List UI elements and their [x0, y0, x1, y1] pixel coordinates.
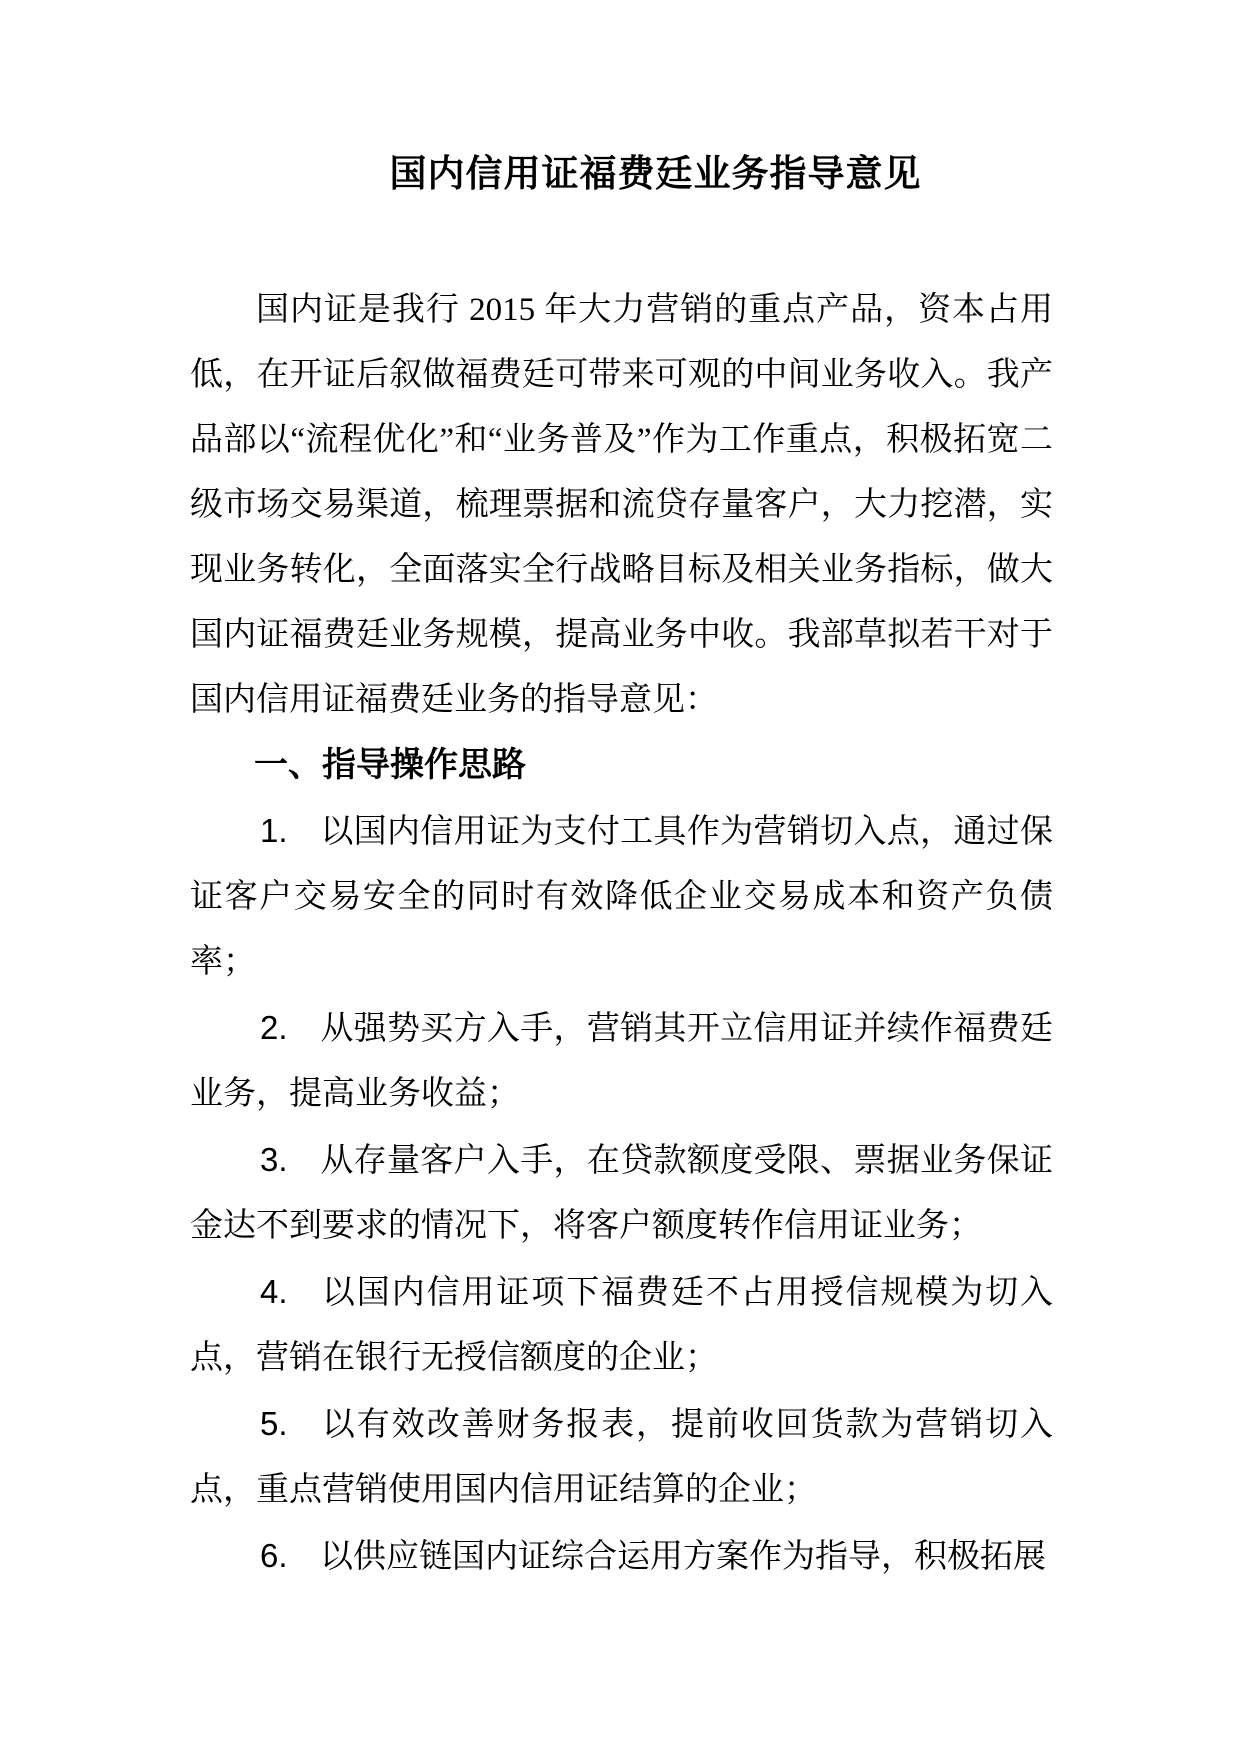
list-item-number: 6.	[260, 1537, 288, 1574]
list-item-text: 从存量客户入手，在贷款额度受限、票据业务保证金达不到要求的情况下，将客户额度转作信用证业务；	[190, 1143, 1053, 1244]
document-title: 国内信用证福费廷业务指导意见	[389, 154, 922, 195]
section-heading: 一、指导操作思路	[254, 746, 526, 784]
list-item-number: 4.	[260, 1273, 288, 1310]
list-item-text: 以国内信用证项下福费廷不占用授信规模为切入点，营销在银行无授信额度的企业；	[190, 1275, 1053, 1376]
list-item-number: 3.	[260, 1141, 288, 1178]
list-item	[190, 1259, 1053, 1391]
list-item-text: 以国内信用证为支付工具作为营销切入点，通过保证客户交易安全的同时有效降低企业交易成本和资产负债率；	[190, 814, 1053, 980]
list-item	[190, 1127, 1053, 1259]
list-item-number: 5.	[260, 1405, 288, 1442]
list-item-text: 从强势买方入手，营销其开立信用证并续作福费廷业务，提高业务收益；	[190, 1011, 1053, 1112]
list-item-number: 2.	[260, 1009, 288, 1046]
list-item-text: 以有效改善财务报表，提前收回货款为营销切入点，重点营销使用国内信用证结算的企业；	[190, 1407, 1053, 1508]
list-item	[190, 995, 1053, 1127]
list-item	[190, 1391, 1053, 1523]
list-item	[190, 798, 1053, 995]
list-item	[190, 1523, 1053, 1590]
intro-paragraph: 国内证是我行 2015 年大力营销的重点产品，资本占用低，在开证后叙做福费廷可带来可观的中间业务收入。我产品部以“流程优化”和“业务普及”作为工作重点，积极拓宽二级市场交易渠道，梳理票据和流贷存量客户，大力挖潜，实现业务转化，全面落实全行战略目标及相关业务指标，做大国内证福费廷业务规模，提高业务中收。我部草拟若干对于国内信用证福费廷业务的指导意见：	[190, 292, 1053, 718]
list-item-number: 1.	[260, 812, 288, 849]
list-item-text: 以供应链国内证综合运用方案作为指导，积极拓展	[320, 1539, 1046, 1575]
